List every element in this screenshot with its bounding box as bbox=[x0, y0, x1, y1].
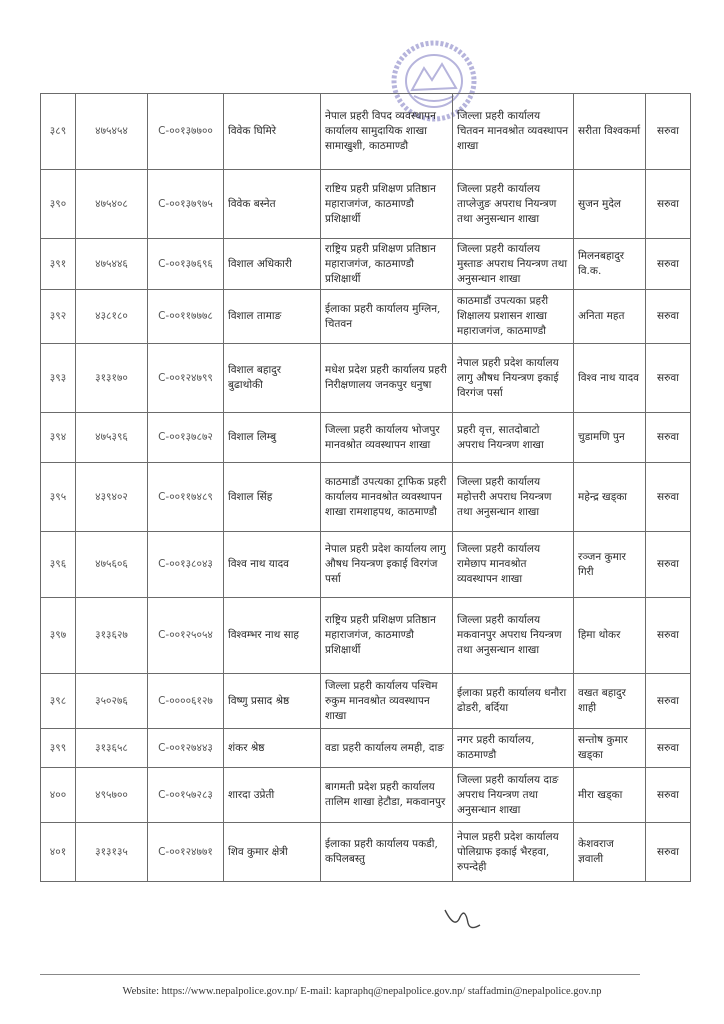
new-office: नगर प्रहरी कार्यालय, काठमाण्डौ bbox=[453, 729, 574, 768]
employee-name: विश्वम्भर नाथ साह bbox=[224, 598, 321, 674]
replacement-name: रञ्जन कुमार गिरी bbox=[574, 532, 646, 598]
employee-name: विवेक घिमिरे bbox=[224, 94, 321, 170]
employee-name: शंकर श्रेष्ठ bbox=[224, 729, 321, 768]
replacement-name: चुडामणि पुन bbox=[574, 413, 646, 463]
table-row bbox=[41, 290, 691, 344]
current-office: नेपाल प्रहरी विपद व्यवस्थापन कार्यालय सामुदायिक शाखा सामाखुशी, काठमाण्डौ bbox=[321, 94, 453, 170]
employee-code: C-००११७४८९ bbox=[148, 463, 224, 532]
replacement-name: मिलनबहादुर वि.क. bbox=[574, 239, 646, 290]
status-text: सरुवा bbox=[646, 598, 691, 674]
employee-name: विष्णु प्रसाद श्रेष्ठ bbox=[224, 674, 321, 729]
current-office: जिल्ला प्रहरी कार्यालय पश्चिम रुकुम मानवश्रोत व्यवस्थापन शाखा bbox=[321, 674, 453, 729]
table-row bbox=[41, 674, 691, 729]
employee-code: C-००१३७९७५ bbox=[148, 170, 224, 239]
status-text: सरुवा bbox=[646, 463, 691, 532]
current-office: नेपाल प्रहरी प्रदेश कार्यालय लागु औषध नियन्त्रण इकाई विरगंज पर्सा bbox=[321, 532, 453, 598]
employee-name: विवेक बस्नेत bbox=[224, 170, 321, 239]
police-number: ३१३१७० bbox=[76, 344, 148, 413]
replacement-name: सरीता विश्वकर्मा bbox=[574, 94, 646, 170]
current-office: काठमाडौं उपत्यका ट्राफिक प्रहरी कार्यालय मानवश्रोत व्यवस्थापन शाखा रामशाहपथ, काठमाण्डौ bbox=[321, 463, 453, 532]
police-number: ४९५७०० bbox=[76, 768, 148, 823]
replacement-name: विश्व नाथ यादव bbox=[574, 344, 646, 413]
police-number: ४७५४५४ bbox=[76, 94, 148, 170]
status-text: सरुवा bbox=[646, 94, 691, 170]
serial-number: ३९० bbox=[41, 170, 76, 239]
new-office: प्रहरी वृत्त, सातदोबाटो अपराध नियन्त्रण शाखा bbox=[453, 413, 574, 463]
table-row bbox=[41, 463, 691, 532]
police-number: ३१३६२७ bbox=[76, 598, 148, 674]
new-office: जिल्ला प्रहरी कार्यालय मुस्ताङ अपराध नियन्त्रण तथा अनुसन्धान शाखा bbox=[453, 239, 574, 290]
new-office: ईलाका प्रहरी कार्यालय धनौरा ढोडरी, बर्दिया bbox=[453, 674, 574, 729]
employee-code: C-००००६१२७ bbox=[148, 674, 224, 729]
police-number: ४७५४०८ bbox=[76, 170, 148, 239]
employee-name: विशाल तामाङ bbox=[224, 290, 321, 344]
signature-icon bbox=[440, 905, 490, 935]
serial-number: ३९३ bbox=[41, 344, 76, 413]
current-office: राष्ट्रिय प्रहरी प्रशिक्षण प्रतिष्ठान महाराजगंज, काठमाण्डौ प्रशिक्षार्थी bbox=[321, 598, 453, 674]
footer-divider bbox=[40, 974, 640, 975]
current-office: ईलाका प्रहरी कार्यालय मुग्लिन, चितवन bbox=[321, 290, 453, 344]
serial-number: ३९१ bbox=[41, 239, 76, 290]
new-office: जिल्ला प्रहरी कार्यालय दाङ अपराध नियन्त्रण तथा अनुसन्धान शाखा bbox=[453, 768, 574, 823]
serial-number: ३९५ bbox=[41, 463, 76, 532]
employee-code: C-००१३७७०० bbox=[148, 94, 224, 170]
replacement-name: केशवराज ज्ञवाली bbox=[574, 823, 646, 882]
table-row bbox=[41, 823, 691, 882]
table-row bbox=[41, 170, 691, 239]
new-office: जिल्ला प्रहरी कार्यालय ताप्लेजुङ अपराध नियन्त्रण तथा अनुसन्धान शाखा bbox=[453, 170, 574, 239]
table-row bbox=[41, 94, 691, 170]
status-text: सरुवा bbox=[646, 290, 691, 344]
status-text: सरुवा bbox=[646, 674, 691, 729]
current-office: वडा प्रहरी कार्यालय लमही, दाङ bbox=[321, 729, 453, 768]
table-row bbox=[41, 344, 691, 413]
police-number: ४७५३९६ bbox=[76, 413, 148, 463]
serial-number: ३९९ bbox=[41, 729, 76, 768]
employee-name: शारदा उप्रेती bbox=[224, 768, 321, 823]
current-office: ईलाका प्रहरी कार्यालय पकडी, कपिलबस्तु bbox=[321, 823, 453, 882]
status-text: सरुवा bbox=[646, 532, 691, 598]
current-office: जिल्ला प्रहरी कार्यालय भोजपुर मानवश्रोत व्यवस्थापन शाखा bbox=[321, 413, 453, 463]
table-row bbox=[41, 532, 691, 598]
employee-name: विशाल बहादुर बुढाथोकी bbox=[224, 344, 321, 413]
employee-code: C-००१२४७९९ bbox=[148, 344, 224, 413]
employee-code: C-००१५७२८३ bbox=[148, 768, 224, 823]
police-number: ४३८१८० bbox=[76, 290, 148, 344]
serial-number: ३९४ bbox=[41, 413, 76, 463]
serial-number: ४०१ bbox=[41, 823, 76, 882]
table-row bbox=[41, 239, 691, 290]
replacement-name: हिमा थोकर bbox=[574, 598, 646, 674]
employee-code: C-००११७७७८ bbox=[148, 290, 224, 344]
police-number: ३१३१३५ bbox=[76, 823, 148, 882]
employee-name: विशाल अधिकारी bbox=[224, 239, 321, 290]
employee-code: C-००१३८०४३ bbox=[148, 532, 224, 598]
serial-number: ३९६ bbox=[41, 532, 76, 598]
status-text: सरुवा bbox=[646, 344, 691, 413]
current-office: बागमती प्रदेश प्रहरी कार्यालय तालिम शाखा हेटौडा, मकवानपुर bbox=[321, 768, 453, 823]
employee-code: C-००१२५०५४ bbox=[148, 598, 224, 674]
employee-name: विशाल सिंह bbox=[224, 463, 321, 532]
status-text: सरुवा bbox=[646, 729, 691, 768]
table-row bbox=[41, 768, 691, 823]
replacement-name: महेन्द्र खड्का bbox=[574, 463, 646, 532]
police-number: ३५०२७६ bbox=[76, 674, 148, 729]
new-office: जिल्ला प्रहरी कार्यालय महोत्तरी अपराध नियन्त्रण तथा अनुसन्धान शाखा bbox=[453, 463, 574, 532]
serial-number: ३८९ bbox=[41, 94, 76, 170]
status-text: सरुवा bbox=[646, 413, 691, 463]
current-office: मधेश प्रदेश प्रहरी कार्यालय प्रहरी निरीक्षणालय जनकपुर धनुषा bbox=[321, 344, 453, 413]
current-office: राष्टिय प्रहरी प्रशिक्षण प्रतिष्ठान महाराजगंज, काठमाण्डौ प्रशिक्षार्थी bbox=[321, 170, 453, 239]
police-number: ४७५४४६ bbox=[76, 239, 148, 290]
new-office: नेपाल प्रहरी प्रदेश कार्यालय लागु औषध नियन्त्रण इकाई विरगंज पर्सा bbox=[453, 344, 574, 413]
serial-number: ३९८ bbox=[41, 674, 76, 729]
table-row bbox=[41, 729, 691, 768]
serial-number: ३९२ bbox=[41, 290, 76, 344]
new-office: काठमाडौं उपत्यका प्रहरी शिक्षालय प्रशासन शाखा महाराजगंज, काठमाण्डौ bbox=[453, 290, 574, 344]
serial-number: ४०० bbox=[41, 768, 76, 823]
serial-number: ३९७ bbox=[41, 598, 76, 674]
status-text: सरुवा bbox=[646, 239, 691, 290]
table-row bbox=[41, 413, 691, 463]
police-number: ४३९४०२ bbox=[76, 463, 148, 532]
replacement-name: मीरा खड्का bbox=[574, 768, 646, 823]
footer-contact: Website: https://www.nepalpolice.gov.np/ E-mail: kapraphq@nepalpolice.gov.np/ staffadmin@nepalpolice.gov.np bbox=[122, 986, 602, 997]
replacement-name: सुजन मुदेल bbox=[574, 170, 646, 239]
transfer-roster-table bbox=[40, 93, 691, 882]
employee-name: विश्व नाथ यादव bbox=[224, 532, 321, 598]
employee-code: C-००१२४७७१ bbox=[148, 823, 224, 882]
new-office: जिल्ला प्रहरी कार्यालय रामेछाप मानवश्रोत व्यवस्थापन शाखा bbox=[453, 532, 574, 598]
police-number: ३१३६५८ bbox=[76, 729, 148, 768]
status-text: सरुवा bbox=[646, 170, 691, 239]
police-number: ४७५६०६ bbox=[76, 532, 148, 598]
new-office: नेपाल प्रहरी प्रदेश कार्यालय पोलिग्राफ इकाई भैरहवा, रुपन्देही bbox=[453, 823, 574, 882]
employee-code: C-००१२७४४३ bbox=[148, 729, 224, 768]
status-text: सरुवा bbox=[646, 823, 691, 882]
replacement-name: अनिता महत bbox=[574, 290, 646, 344]
employee-name: विशाल लिम्बु bbox=[224, 413, 321, 463]
status-text: सरुवा bbox=[646, 768, 691, 823]
new-office: जिल्ला प्रहरी कार्यालय चितवन मानवश्रोत व्यवस्थापन शाखा bbox=[453, 94, 574, 170]
employee-code: C-००१३७८७२ bbox=[148, 413, 224, 463]
table-row bbox=[41, 598, 691, 674]
current-office: राष्ट्रिय प्रहरी प्रशिक्षण प्रतिष्ठान महाराजगंज, काठमाण्डौ प्रशिक्षार्थी bbox=[321, 239, 453, 290]
replacement-name: सन्तोष कुमार खड्का bbox=[574, 729, 646, 768]
employee-code: C-००१३७६९६ bbox=[148, 239, 224, 290]
new-office: जिल्ला प्रहरी कार्यालय मकवानपुर अपराध नियन्त्रण तथा अनुसन्धान शाखा bbox=[453, 598, 574, 674]
employee-name: शिव कुमार क्षेत्री bbox=[224, 823, 321, 882]
replacement-name: वखत बहादुर शाही bbox=[574, 674, 646, 729]
